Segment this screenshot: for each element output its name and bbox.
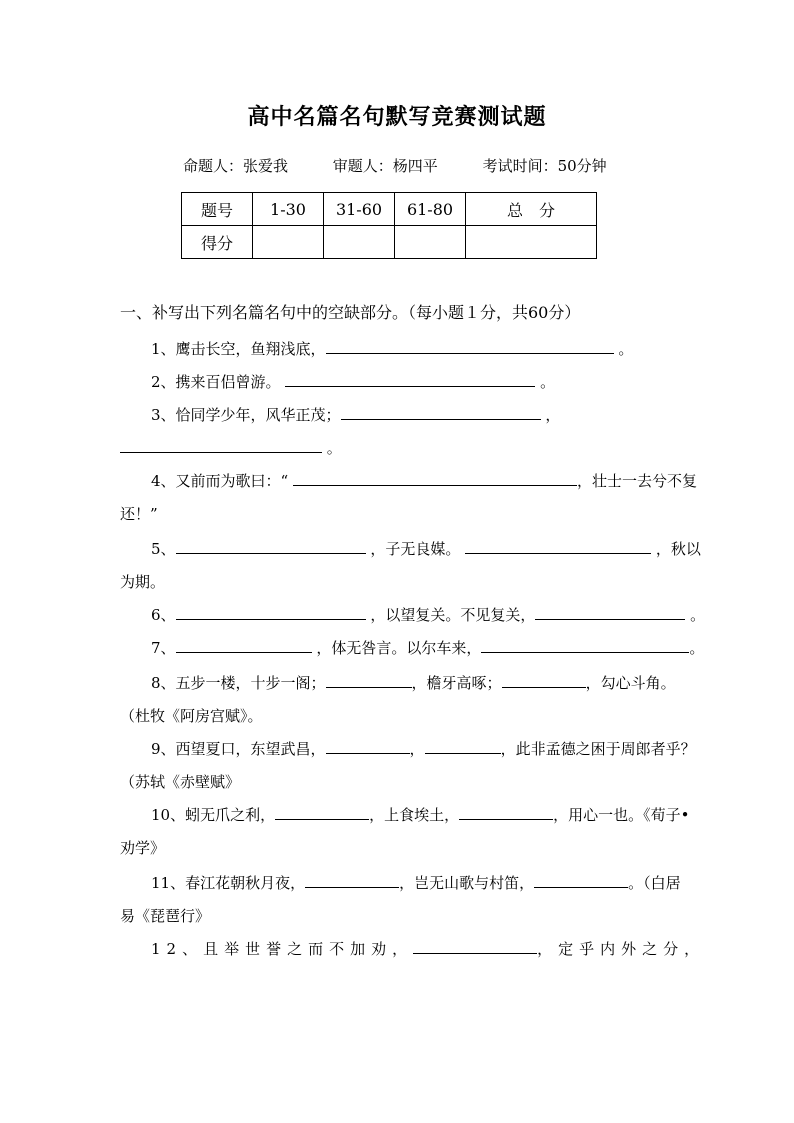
question-text: 2、携来百侣曾游。: [151, 373, 281, 391]
question-text: ，上食埃土，: [369, 806, 460, 824]
answer-blank[interactable]: [176, 605, 366, 620]
question-text: （苏轼《赤壁赋》: [120, 773, 241, 791]
answer-blank[interactable]: [326, 673, 412, 688]
row-label: 得分: [182, 226, 253, 259]
header-cell: 总 分: [466, 193, 597, 226]
answer-blank[interactable]: [535, 605, 685, 620]
header-cell: 61-80: [395, 193, 466, 226]
question-8: [151, 672, 676, 693]
answer-blank[interactable]: [534, 873, 628, 888]
answer-blank[interactable]: [176, 638, 312, 653]
answer-blank[interactable]: [341, 405, 541, 420]
question-text: 9、西望夏口，东望武昌，: [151, 740, 326, 758]
question-text: 12、且举世誉之而不加劝，: [151, 940, 414, 958]
question-text: ，壮士一去兮不复: [577, 472, 698, 490]
answer-blank[interactable]: [481, 638, 689, 653]
question-text: ，用心一也。《荀子•: [553, 806, 690, 824]
exam-meta: [183, 155, 607, 176]
question-text: 易《琵琶行》: [120, 907, 211, 925]
question-text: 。: [689, 639, 705, 657]
question-text: 还！”: [120, 505, 158, 523]
answer-blank[interactable]: [176, 539, 366, 554]
question-text: 劝学》: [120, 839, 166, 857]
score-cell[interactable]: [395, 226, 466, 259]
question-text: ，定乎内外之分，: [537, 940, 706, 958]
question-text: 5、: [151, 540, 176, 558]
question-1: [151, 338, 633, 359]
question-text: ，勾心斗角。: [585, 674, 676, 692]
question-text: ，此非孟德之困于周郎者乎？: [500, 740, 696, 758]
question-text: （杜牧《阿房宫赋》。: [120, 707, 263, 725]
question-text: 6、: [151, 606, 176, 624]
section-title: 一、补写出下列名篇名句中的空缺部分。（每小题１分，共60分）: [120, 303, 581, 322]
question-7: [151, 637, 704, 658]
question-text: 。: [326, 439, 342, 457]
question-text: 8、五步一楼，十步一阁；: [151, 674, 326, 692]
question-6: [151, 604, 705, 625]
answer-blank[interactable]: [413, 939, 537, 954]
question-text: 11、春江花朝秋月夜，: [151, 874, 306, 892]
answer-blank[interactable]: [120, 438, 322, 453]
question-4-cont: [120, 503, 158, 524]
question-5-cont: [120, 571, 165, 592]
question-text: 4、又前而为歌曰：“: [151, 472, 289, 490]
question-3: [151, 404, 560, 425]
score-table-header-row: [182, 193, 597, 226]
answer-blank[interactable]: [459, 805, 553, 820]
question-10: [151, 804, 689, 825]
answer-blank[interactable]: [305, 873, 399, 888]
header-cell: 31-60: [324, 193, 395, 226]
question-text: 7、: [151, 639, 176, 657]
question-text: ，: [545, 406, 561, 424]
question-text: ，: [409, 740, 425, 758]
reviewer: 审题人：杨四平: [332, 157, 438, 175]
answer-blank[interactable]: [502, 673, 586, 688]
question-text: ，子无良媒。: [370, 540, 461, 558]
answer-blank[interactable]: [293, 471, 577, 486]
score-cell[interactable]: [253, 226, 324, 259]
header-cell: 题号: [182, 193, 253, 226]
question-10-cont: [120, 837, 165, 858]
author: 命题人：张爱我: [183, 157, 289, 175]
exam-time: 考试时间：50分钟: [482, 157, 607, 175]
question-text: ，秋以: [655, 540, 701, 558]
question-text: 1、鹰击长空，鱼翔浅底，: [151, 340, 326, 358]
question-12: [151, 938, 705, 959]
question-4: [151, 470, 697, 491]
question-text: 。: [690, 606, 706, 624]
question-text: 为期。: [120, 573, 166, 591]
question-text: ，以望复关。不见复关，: [370, 606, 536, 624]
question-text: ，岂无山歌与村笛，: [399, 874, 535, 892]
question-9-cont: [120, 771, 240, 792]
question-text: ，体无咎言。以尔车来，: [316, 639, 482, 657]
answer-blank[interactable]: [425, 739, 501, 754]
page-title: 高中名篇名句默写竞赛测试题: [247, 104, 547, 130]
question-2: [151, 371, 555, 392]
score-table: [181, 192, 597, 259]
answer-blank[interactable]: [326, 739, 410, 754]
score-cell[interactable]: [324, 226, 395, 259]
question-3-cont: [120, 437, 342, 458]
question-9: [151, 738, 696, 759]
answer-blank[interactable]: [326, 339, 614, 354]
score-table-score-row: [182, 226, 597, 259]
question-5: [151, 538, 701, 559]
question-11: [151, 872, 681, 893]
answer-blank[interactable]: [285, 372, 535, 387]
question-11-cont: [120, 905, 210, 926]
header-cell: 1-30: [253, 193, 324, 226]
answer-blank[interactable]: [275, 805, 369, 820]
question-text: 。: [540, 373, 556, 391]
question-8-cont: [120, 705, 263, 726]
question-text: 。（白居: [628, 874, 681, 892]
question-text: ，檐牙高啄；: [411, 674, 502, 692]
question-text: 3、恰同学少年，风华正茂；: [151, 406, 341, 424]
answer-blank[interactable]: [465, 539, 651, 554]
score-cell[interactable]: [466, 226, 597, 259]
question-text: 10、蚓无爪之利，: [151, 806, 276, 824]
question-text: 。: [618, 340, 634, 358]
